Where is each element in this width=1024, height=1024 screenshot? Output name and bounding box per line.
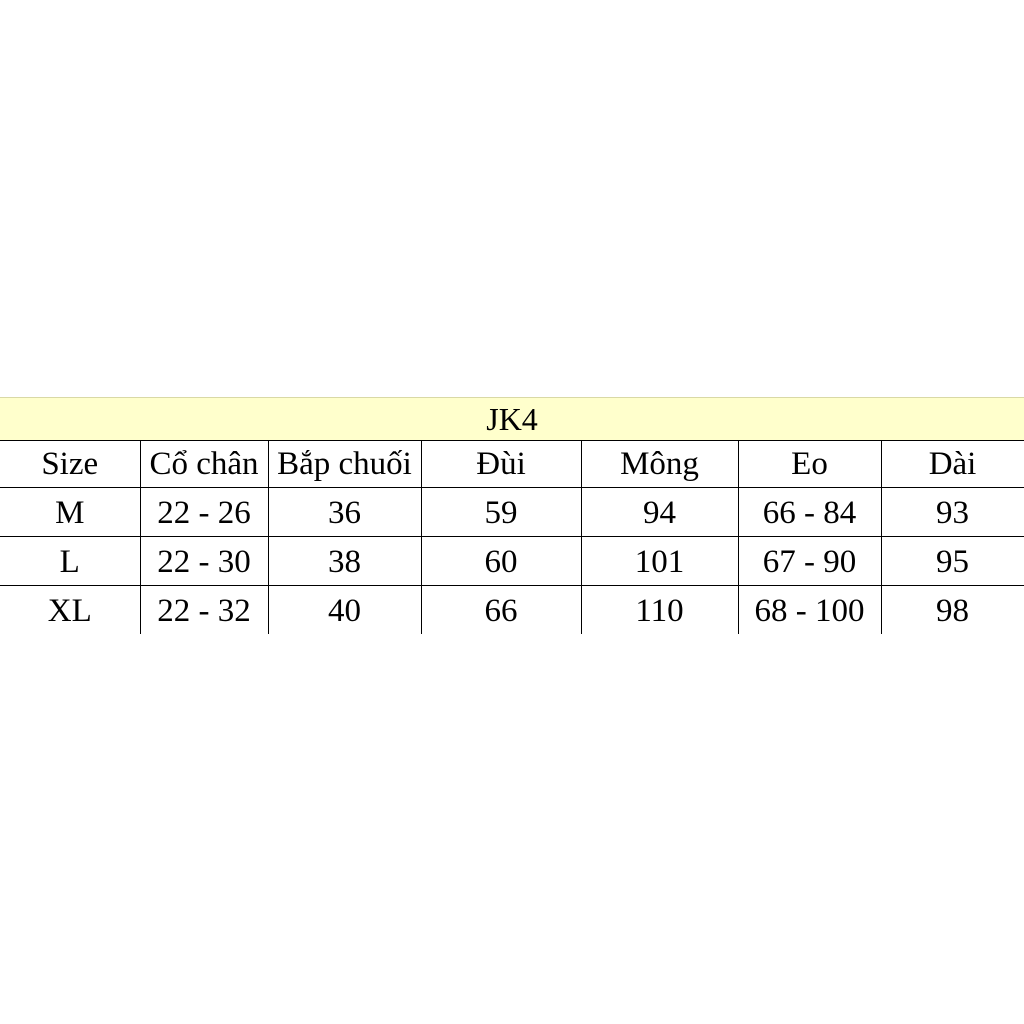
cell-dai: 95 (881, 537, 1024, 586)
table-title-row (0, 398, 1024, 441)
table-row (0, 488, 1024, 537)
cell-dui: 59 (421, 488, 581, 537)
cell-dai: 98 (881, 586, 1024, 635)
cell-mong: 94 (581, 488, 738, 537)
cell-dai: 93 (881, 488, 1024, 537)
header-co-chan: Cổ chân (140, 441, 268, 488)
size-chart-table (0, 397, 1024, 634)
cell-co-chan: 22 - 30 (140, 537, 268, 586)
cell-eo: 67 - 90 (738, 537, 881, 586)
cell-size: M (0, 488, 140, 537)
table-row (0, 537, 1024, 586)
header-mong: Mông (581, 441, 738, 488)
cell-eo: 66 - 84 (738, 488, 881, 537)
cell-size: L (0, 537, 140, 586)
cell-dui: 60 (421, 537, 581, 586)
table-row (0, 586, 1024, 635)
table-header-row (0, 441, 1024, 488)
table-title: JK4 (0, 398, 1024, 441)
header-dui: Đùi (421, 441, 581, 488)
cell-eo: 68 - 100 (738, 586, 881, 635)
cell-bap-chuoi: 38 (268, 537, 421, 586)
header-eo: Eo (738, 441, 881, 488)
cell-bap-chuoi: 40 (268, 586, 421, 635)
header-bap-chuoi: Bắp chuối (268, 441, 421, 488)
cell-bap-chuoi: 36 (268, 488, 421, 537)
cell-co-chan: 22 - 26 (140, 488, 268, 537)
header-size: Size (0, 441, 140, 488)
cell-mong: 110 (581, 586, 738, 635)
header-dai: Dài (881, 441, 1024, 488)
cell-size: XL (0, 586, 140, 635)
cell-mong: 101 (581, 537, 738, 586)
cell-co-chan: 22 - 32 (140, 586, 268, 635)
cell-dui: 66 (421, 586, 581, 635)
